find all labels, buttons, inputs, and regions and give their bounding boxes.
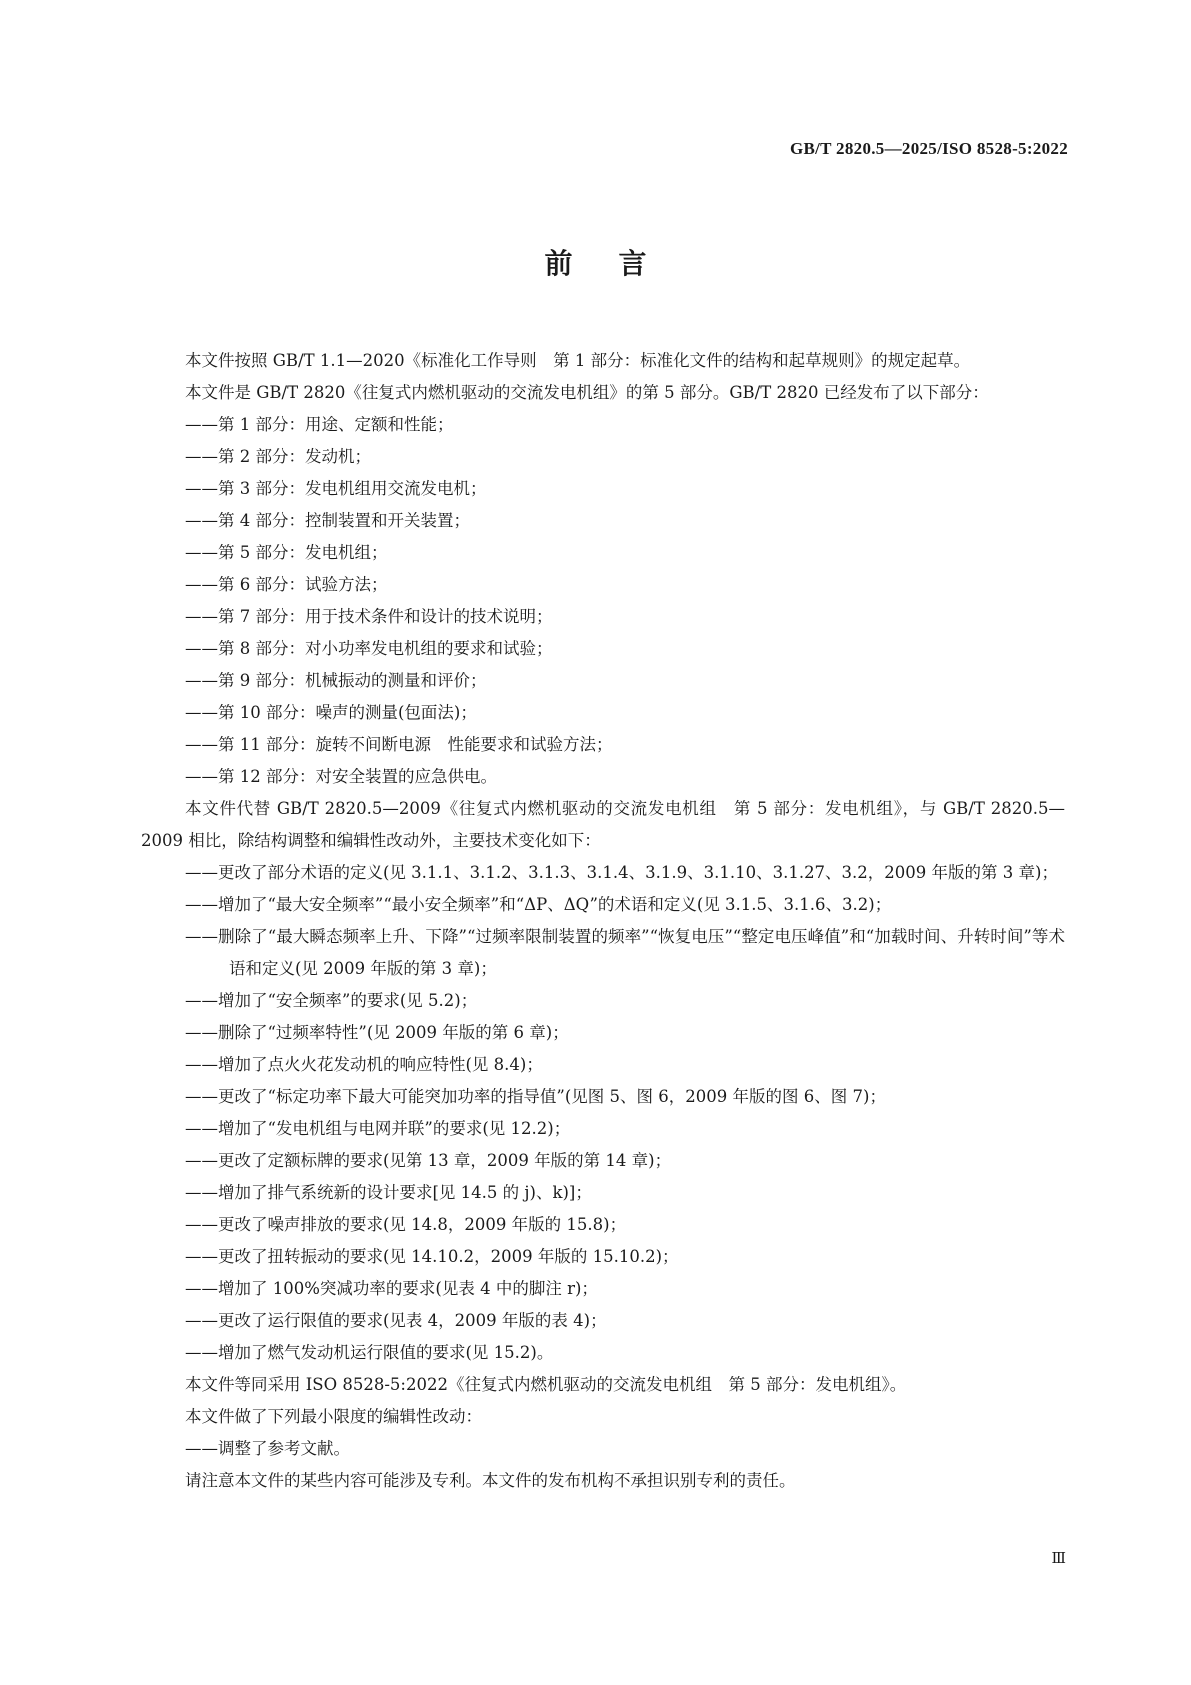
list-item-part-4: ——第 4 部分：控制装置和开关装置；: [185, 511, 470, 530]
list-item-part-5: ——第 5 部分：发电机组；: [185, 543, 388, 562]
paragraph-series-intro: 本文件是 GB/T 2820《往复式内燃机驱动的交流发电机组》的第 5 部分。GB/T 2820 已经发布了以下部分：: [185, 383, 989, 402]
list-item-part-11: ——第 11 部分：旋转不间断电源 性能要求和试验方法；: [185, 735, 613, 754]
list-item-change: ——增加了“最大安全频率”“最小安全频率”和“ΔP、ΔQ”的术语和定义(见 3.1.5、3.1.6、3.2)；: [185, 895, 892, 914]
list-item-change: ——增加了点火火花发动机的响应特性(见 8.4)；: [185, 1055, 543, 1074]
list-item-change: ——删除了“最大瞬态频率上升、下降”“过频率限制装置的频率”“恢复电压”“整定电压峰值”和“加载时间、升转时间”等术语和定义(见 2009 年版的第 3 章)；: [185, 927, 1065, 978]
preface-body: [141, 345, 1065, 1497]
standard-number: GB/T 2820.5—2025/ISO 8528-5:2022: [789, 139, 1068, 158]
list-item-part-6: ——第 6 部分：试验方法；: [185, 575, 388, 594]
list-item-change: ——增加了 100%突减功率的要求(见表 4 中的脚注 r)；: [185, 1279, 598, 1298]
list-item-part-9: ——第 9 部分：机械振动的测量和评价；: [185, 671, 487, 690]
list-item-part-2: ——第 2 部分：发动机；: [185, 447, 371, 466]
paragraph-replacement: 本文件代替 GB/T 2820.5—2009《往复式内燃机驱动的交流发电机组 第 5 部分：发电机组》，与 GB/T 2820.5—2009 相比，除结构调整和编辑性改动外，主要技术变化如下：: [141, 799, 1065, 850]
list-item-part-1: ——第 1 部分：用途、定额和性能；: [185, 415, 454, 434]
list-item-change: ——更改了扭转振动的要求(见 14.10.2，2009 年版的 15.10.2)；: [185, 1247, 679, 1266]
paragraph-editorial-changes: 本文件做了下列最小限度的编辑性改动：: [185, 1407, 482, 1426]
list-item-change: ——增加了排气系统新的设计要求[见 14.5 的 j)、k)]；: [185, 1183, 592, 1202]
list-item-change: ——增加了燃气发动机运行限值的要求(见 15.2)。: [185, 1343, 554, 1362]
page-title: 前言: [544, 247, 693, 280]
paragraph-equivalence: 本文件等同采用 ISO 8528-5:2022《往复式内燃机驱动的交流发电机组 第 5 部分：发电机组》。: [185, 1375, 907, 1394]
list-item-part-10: ——第 10 部分：噪声的测量(包面法)；: [185, 703, 477, 722]
list-item-change: ——增加了“发电机组与电网并联”的要求(见 12.2)；: [185, 1119, 571, 1138]
list-item-part-3: ——第 3 部分：发电机组用交流发电机；: [185, 479, 487, 498]
list-item-change: ——更改了噪声排放的要求(见 14.8，2009 年版的 15.8)；: [185, 1215, 627, 1234]
list-item-change: ——增加了“安全频率”的要求(见 5.2)；: [185, 991, 478, 1010]
list-item-part-12: ——第 12 部分：对安全装置的应急供电。: [185, 767, 497, 786]
list-item-part-8: ——第 8 部分：对小功率发电机组的要求和试验；: [185, 639, 553, 658]
list-item-change: ——更改了定额标牌的要求(见第 13 章，2009 年版的第 14 章)；: [185, 1151, 672, 1170]
page-number: Ⅲ: [1051, 1549, 1065, 1567]
list-item-change: ——更改了“标定功率下最大可能突加功率的指导值”(见图 5、图 6，2009 年版的图 6、图 7)；: [185, 1087, 886, 1106]
paragraph-patent-notice: 请注意本文件的某些内容可能涉及专利。本文件的发布机构不承担识别专利的责任。: [185, 1471, 796, 1490]
list-item-change: ——更改了部分术语的定义(见 3.1.1、3.1.2、3.1.3、3.1.4、3.1.9、3.1.10、3.1.27、3.2，2009 年版的第 3 章)；: [185, 863, 1058, 882]
list-item-change: ——删除了“过频率特性”(见 2009 年版的第 6 章)；: [185, 1023, 569, 1042]
list-item-part-7: ——第 7 部分：用于技术条件和设计的技术说明；: [185, 607, 553, 626]
paragraph-drafting-rules: 本文件按照 GB/T 1.1—2020《标准化工作导则 第 1 部分：标准化文件的结构和起草规则》的规定起草。: [185, 351, 971, 370]
list-item-change: ——更改了运行限值的要求(见表 4，2009 年版的表 4)；: [185, 1311, 607, 1330]
list-item-editorial-change: ——调整了参考文献。: [185, 1439, 350, 1458]
